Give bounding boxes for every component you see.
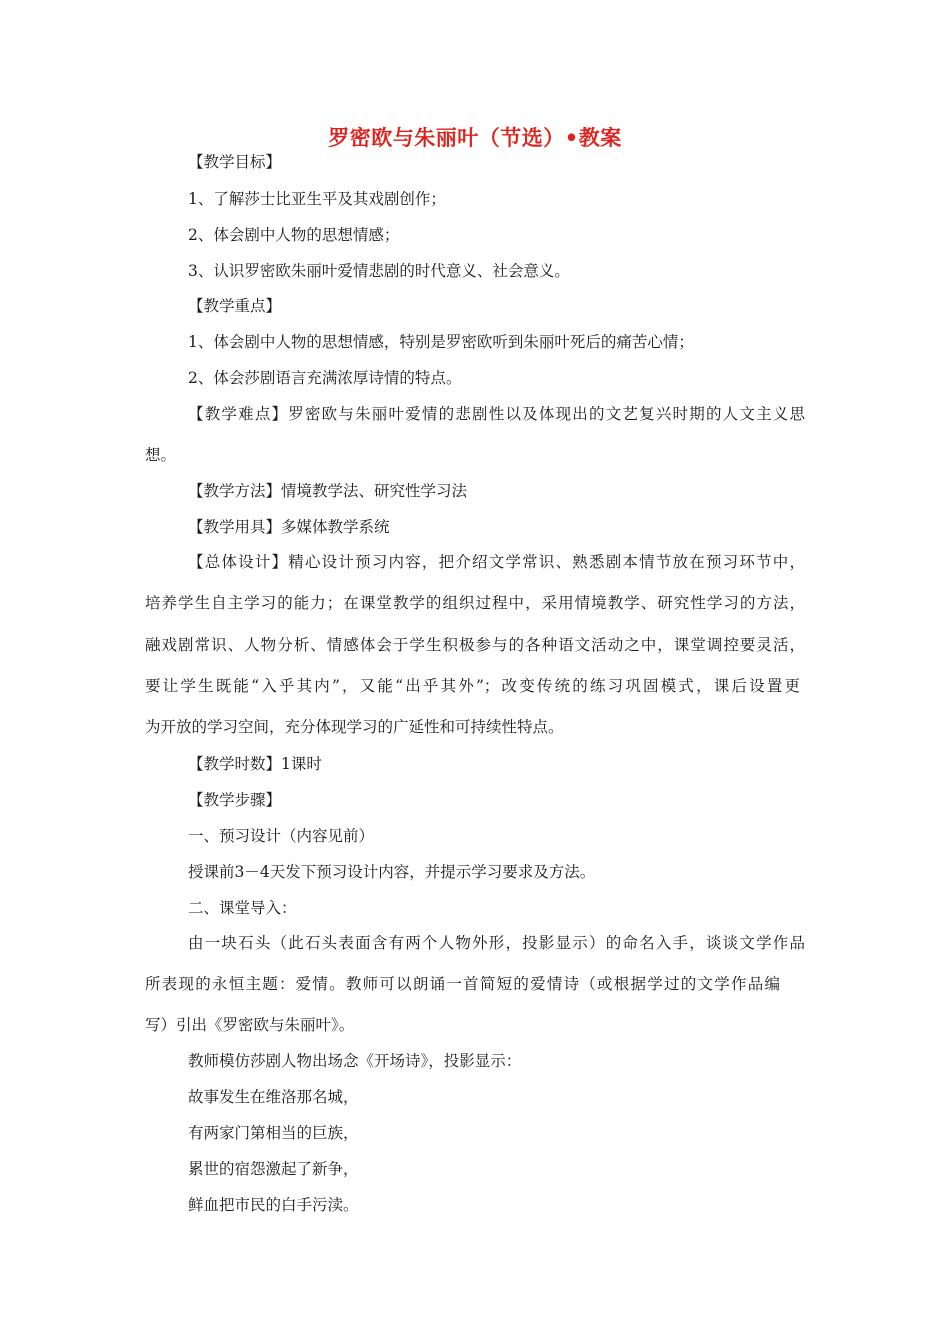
heading-teaching-steps: 【教学步骤】 <box>188 791 282 809</box>
key-point-item-1: 1、体会剧中人物的思想情感，特别是罗密欧听到朱丽叶死后的痛苦心情； <box>188 333 694 351</box>
step-1-text: 授课前3－4天发下预习设计内容，并提示学习要求及方法。 <box>188 863 596 881</box>
overall-design-line-1: 【总体设计】精心设计预习内容，把介绍文学常识、熟悉剧本情节放在预习环节中， <box>188 553 805 571</box>
overall-design-line-5: 为开放的学习空间，充分体现学习的广延性和可持续性特点。 <box>145 718 564 736</box>
step-2-heading: 二、课堂导入： <box>188 899 297 917</box>
poem-line-3: 累世的宿怨激起了新争， <box>188 1160 359 1178</box>
objective-item-1: 1、了解莎士比亚生平及其戏剧创作； <box>188 190 446 208</box>
difficulty-paragraph-line-2: 想。 <box>145 446 177 464</box>
teaching-methods: 【教学方法】情境教学法、研究性学习法 <box>188 482 468 500</box>
step-2-paragraph-line-2: 所表现的永恒主题：爱情。教师可以朗诵一首简短的爱情诗（或根据学过的文学作品编 <box>145 975 780 993</box>
heading-key-points: 【教学重点】 <box>188 297 282 315</box>
key-point-item-2: 2、体会莎剧语言充满浓厚诗情的特点。 <box>188 369 462 387</box>
poem-line-4: 鲜血把市民的白手污渎。 <box>188 1196 359 1214</box>
overall-design-line-2: 培养学生自主学习的能力；在课堂教学的组织过程中，采用情境教学、研究性学习的方法， <box>145 594 805 612</box>
poem-line-2: 有两家门第相当的巨族， <box>188 1124 359 1142</box>
teaching-hours: 【教学时数】1课时 <box>188 755 322 773</box>
step-2-paragraph-line-3: 写）引出《罗密欧与朱丽叶》。 <box>145 1016 355 1034</box>
objective-item-2: 2、体会剧中人物的思想情感； <box>188 226 400 244</box>
step-2-paragraph-line-1: 由一块石头（此石头表面含有两个人物外形，投影显示）的命名入手，谈谈文学作品 <box>188 934 805 952</box>
objective-item-3: 3、认识罗密欧朱丽叶爱情悲剧的时代意义、社会意义。 <box>188 262 570 280</box>
step-1-heading: 一、预习设计（内容见前） <box>188 827 375 845</box>
heading-objectives: 【教学目标】 <box>188 153 282 171</box>
teacher-recitation-intro: 教师模仿莎剧人物出场念《开场诗》，投影显示： <box>188 1052 522 1070</box>
poem-line-1: 故事发生在维洛那名城， <box>188 1088 359 1106</box>
teaching-tools: 【教学用具】多媒体教学系统 <box>188 518 390 536</box>
document-title: 罗密欧与朱丽叶（节选）•教案 <box>328 125 622 150</box>
overall-design-line-3: 融戏剧常识、人物分析、情感体会于学生积极参与的各种语文活动之中，课堂调控要灵活， <box>145 636 805 654</box>
overall-design-line-4: 要让学生既能“入乎其内”，又能“出乎其外”；改变传统的练习巩固模式，课后设置更 <box>145 677 800 695</box>
difficulty-paragraph-line-1: 【教学难点】罗密欧与朱丽叶爱情的悲剧性以及体现出的文艺复兴时期的人文主义思 <box>188 405 805 423</box>
